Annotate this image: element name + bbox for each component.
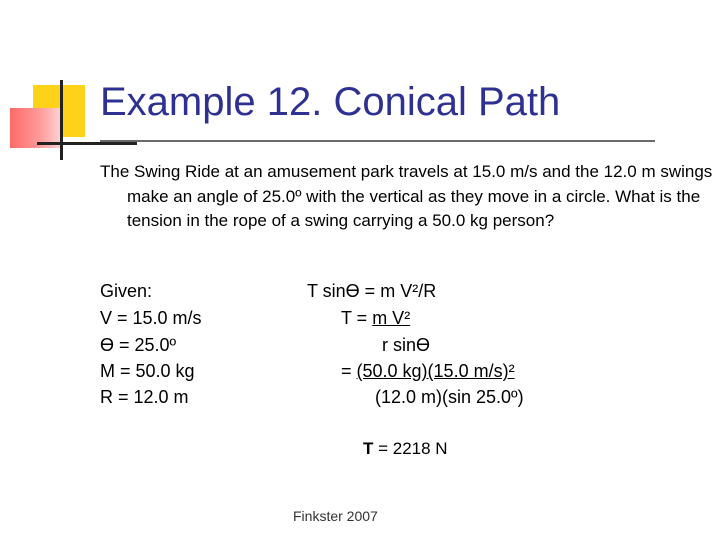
given-label: Given: (100, 281, 153, 301)
final-answer (363, 439, 448, 459)
footer-credit: Finkster 2007 (293, 508, 378, 524)
decor-horizontal-line (37, 142, 137, 145)
given-angle: ϴ = 25.0º (100, 335, 177, 355)
answer-symbol: T (363, 439, 374, 458)
equation-substituted (341, 361, 515, 382)
slide-title: Example 12. Conical Path (100, 80, 561, 124)
answer-value: = 2218 N (373, 439, 448, 458)
given-mass: M = 50.0 kg (100, 361, 195, 381)
equation-tension-numerator: m V² (372, 308, 411, 328)
equation-tension (341, 308, 410, 329)
equation-tension-denominator: r sinϴ (382, 335, 431, 355)
equation-force-balance: T sinϴ = m V²/R (307, 281, 437, 301)
problem-statement: The Swing Ride at an amusement park travels at 15.0 m/s and the 12.0 m swings make an angle of 25.0º with the vertical as they move in a circle. What is the tension in the rope of a swing carrying a 50.0 kg person? (100, 162, 713, 230)
equation-tension-prefix: T = (341, 308, 373, 328)
equation-substituted-numerator: (50.0 kg)(15.0 m/s)² (356, 361, 515, 381)
decor-vertical-line (60, 80, 63, 160)
given-velocity: V = 15.0 m/s (100, 308, 202, 328)
title-underline (100, 140, 655, 142)
equation-substituted-denominator: (12.0 m)(sin 25.0º) (375, 387, 524, 407)
equation-substituted-prefix: = (341, 361, 357, 381)
given-radius: R = 12.0 m (100, 387, 189, 407)
